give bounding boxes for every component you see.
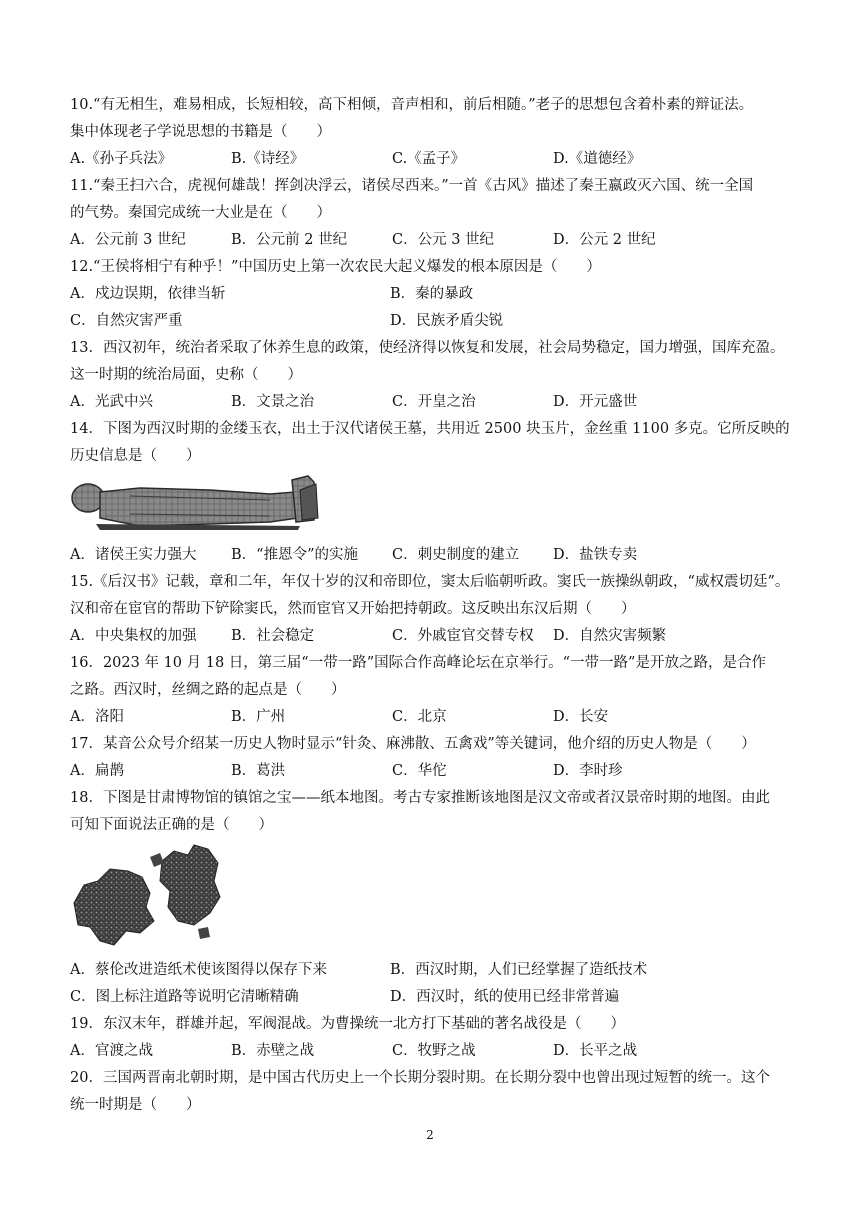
option-c: C．北京 <box>392 709 447 725</box>
option-c: C．开皇之治 <box>392 394 476 410</box>
question-12 <box>70 254 794 335</box>
option-c: C．外戚宦官交替专权 <box>392 628 534 644</box>
option-d: D．开元盛世 <box>553 394 638 410</box>
option-b: B．葛洪 <box>231 763 286 779</box>
options-row <box>70 308 794 335</box>
question-text: 历史信息是（ ） <box>70 448 201 464</box>
question-13 <box>70 335 794 416</box>
question-text: 10.“有无相生，难易相成，长短相较，高下相倾，音声相和，前后相随。”老子的思想包含着朴素的辩证法。 <box>70 97 754 113</box>
option-b: B．赤壁之战 <box>231 1043 315 1059</box>
option-a: A．蔡伦改进造纸术使该图得以保存下来 <box>70 962 327 978</box>
options-row <box>70 704 794 731</box>
question-text: 18．下图是甘肃博物馆的镇馆之宝——纸本地图。考古专家推断该地图是汉文帝或者汉景帝时期的地图。由此 <box>70 790 770 806</box>
question-text: 汉和帝在宦官的帮助下铲除窦氏，然而宦官又开始把持朝政。这反映出东汉后期（ ） <box>70 601 636 617</box>
question-text: 统一时期是（ ） <box>70 1097 201 1113</box>
question-20 <box>70 1065 794 1119</box>
options-row <box>70 389 794 416</box>
option-c: C.《孟子》 <box>392 151 466 167</box>
question-17 <box>70 731 794 785</box>
option-a: A.《孙子兵法》 <box>70 151 173 167</box>
question-19 <box>70 1011 794 1065</box>
option-d: D．自然灾害频繁 <box>553 628 667 644</box>
option-c: C．华佗 <box>392 763 447 779</box>
jade-burial-suit-image <box>70 470 794 542</box>
options-row <box>70 957 794 984</box>
question-text: 集中体现老子学说思想的书籍是（ ） <box>70 124 331 140</box>
option-c: C．牧野之战 <box>392 1043 476 1059</box>
question-18 <box>70 785 794 1011</box>
option-a: A．官渡之战 <box>70 1043 153 1059</box>
option-c: C．公元 3 世纪 <box>392 232 495 248</box>
option-c: C．刺史制度的建立 <box>392 547 520 563</box>
option-d: D．长平之战 <box>553 1043 638 1059</box>
option-d: D．盐铁专卖 <box>553 547 638 563</box>
options-row <box>70 623 794 650</box>
option-d: D．长安 <box>553 709 609 725</box>
question-text: 14．下图为西汉时期的金缕玉衣，出土于汉代诸侯王墓，共用近 2500 块玉片，金丝重 1100 多克。它所反映的 <box>70 421 790 437</box>
options-row <box>70 542 794 569</box>
question-text: 的气势。秦国完成统一大业是在（ ） <box>70 205 331 221</box>
question-text: 可知下面说法正确的是（ ） <box>70 817 273 833</box>
option-a: A．诸侯王实力强大 <box>70 547 197 563</box>
option-c: C．图上标注道路等说明它清晰精确 <box>70 989 299 1005</box>
options-row <box>70 227 794 254</box>
option-b: B．社会稳定 <box>231 628 315 644</box>
option-b: B.《诗经》 <box>231 151 305 167</box>
options-row <box>70 1038 794 1065</box>
question-text: 13．西汉初年，统治者采取了休养生息的政策，使经济得以恢复和发展，社会局势稳定，国力增强，国库充盈。 <box>70 340 785 356</box>
question-text: 15.《后汉书》记载，章和二年，年仅十岁的汉和帝即位，窦太后临朝听政。窦氏一族操纵朝政，“威权震切廷”。 <box>70 574 790 590</box>
question-sheet <box>70 92 794 1119</box>
option-b: B．公元前 2 世纪 <box>231 232 348 248</box>
question-text: 17．某音公众号介绍某一历史人物时显示“针灸、麻沸散、五禽戏”等关键词，他介绍的历史人物是（ ） <box>70 736 756 752</box>
option-b: B．文景之治 <box>231 394 315 410</box>
options-row <box>70 984 794 1011</box>
page-number: 2 <box>426 1128 434 1142</box>
option-b: B．广州 <box>231 709 286 725</box>
question-text: 20．三国两晋南北朝时期，是中国古代历史上一个长期分裂时期。在长期分裂中也曾出现过短暂的统一。这个 <box>70 1070 770 1086</box>
question-11 <box>70 173 794 254</box>
paper-map-image <box>70 839 794 957</box>
question-text: 19．东汉末年，群雄并起，军阀混战。为曹操统一北方打下基础的著名战役是（ ） <box>70 1016 625 1032</box>
question-16 <box>70 650 794 731</box>
question-text: 12.“王侯将相宁有种乎！”中国历史上第一次农民大起义爆发的根本原因是（ ） <box>70 259 601 275</box>
question-14 <box>70 416 794 569</box>
options-row <box>70 758 794 785</box>
option-d: D．西汉时，纸的使用已经非常普遍 <box>390 989 620 1005</box>
option-a: A．洛阳 <box>70 709 124 725</box>
question-text: 11.“秦王扫六合，虎视何雄哉！挥剑决浮云，诸侯尽西来。”一首《古风》描述了秦王嬴政灭六国、统一全国 <box>70 178 754 194</box>
option-a: A．扁鹊 <box>70 763 124 779</box>
option-a: A．中央集权的加强 <box>70 628 197 644</box>
option-a: A．戍边误期，依律当斩 <box>70 286 226 302</box>
options-row <box>70 281 794 308</box>
option-d: D.《道德经》 <box>553 151 642 167</box>
question-15 <box>70 569 794 650</box>
question-text: 这一时期的统治局面，史称（ ） <box>70 367 302 383</box>
option-a: A．公元前 3 世纪 <box>70 232 186 248</box>
option-d: D．民族矛盾尖锐 <box>390 313 504 329</box>
question-text: 之路。西汉时，丝绸之路的起点是（ ） <box>70 682 346 698</box>
options-row <box>70 146 794 173</box>
option-d: D．李时珍 <box>553 763 623 779</box>
question-10 <box>70 92 794 173</box>
option-b: B．秦的暴政 <box>390 286 474 302</box>
option-d: D．公元 2 世纪 <box>553 232 656 248</box>
option-b: B．西汉时期，人们已经掌握了造纸技术 <box>390 962 648 978</box>
option-a: A．光武中兴 <box>70 394 153 410</box>
option-c: C．自然灾害严重 <box>70 313 183 329</box>
question-text: 16．2023 年 10 月 18 日，第三届“一带一路”国际合作高峰论坛在京举行。“一带一路”是开放之路，是合作 <box>70 655 766 671</box>
option-b: B．“推恩令”的实施 <box>231 547 358 563</box>
